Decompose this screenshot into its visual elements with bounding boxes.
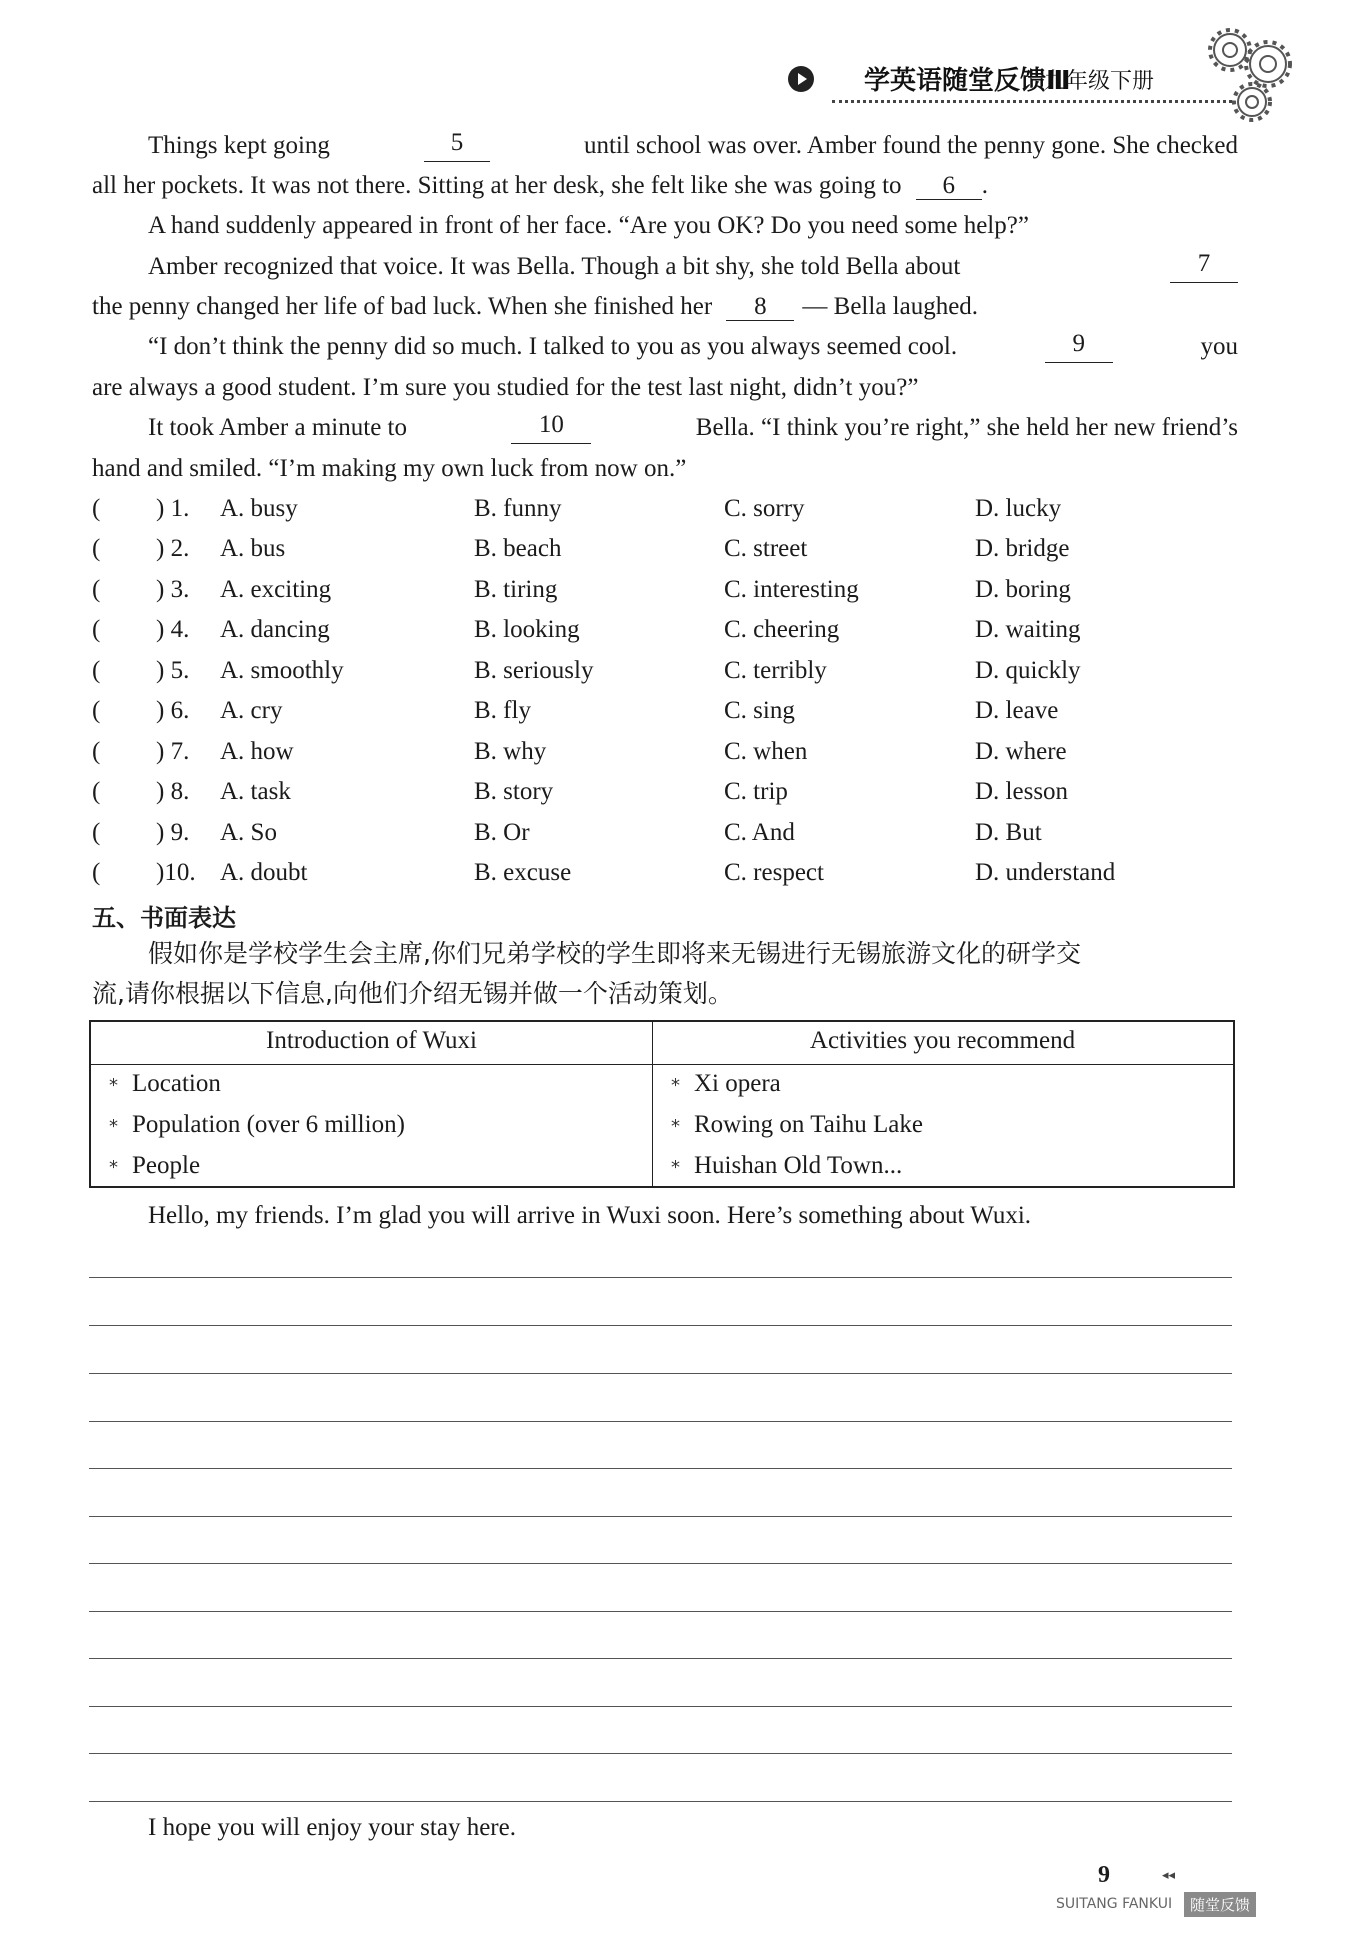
option-a: A. So — [220, 819, 277, 846]
option-a: A. how — [220, 738, 294, 765]
question-row: ( ) 5. A. smoothly B. seriously C. terribly D. quickly — [92, 655, 1242, 695]
question-row: ( ) 6. A. cry B. fly C. sing D. leave — [92, 695, 1242, 735]
passage-line: It took Amber a minute to 10 Bella. “I think you’re right,” she held her new friend’s — [148, 412, 1238, 444]
passage-line: Amber recognized that voice. It was Bella. Though a bit shy, she told Bella about 7 — [148, 251, 1238, 283]
writing-line[interactable] — [89, 1658, 1232, 1659]
option-b: B. looking — [474, 616, 580, 643]
play-icon — [788, 66, 814, 92]
question-row: ( ) 2. A. bus B. beach C. street D. bridge — [92, 533, 1242, 573]
option-d: D. where — [975, 738, 1067, 765]
answer-paren[interactable]: ( — [92, 657, 101, 684]
option-b: B. funny — [474, 495, 562, 522]
page-header — [780, 56, 1250, 106]
passage-line: “I don’t think the penny did so much. I talked to you as you always seemed cool. 9 you — [148, 331, 1238, 363]
book-title: 学英语随堂反馈Ⅲ — [864, 66, 1071, 96]
table-item: * Xi opera — [671, 1070, 781, 1097]
blank-9[interactable]: 9 — [1045, 331, 1113, 363]
passage-line: are always a good student. I’m sure you studied for the test last night, didn’t you?” — [92, 374, 919, 401]
question-row: ( ) 4. A. dancing B. looking C. cheering D. waiting — [92, 614, 1242, 654]
passage-line: Things kept going 5 until school was over. Amber found the penny gone. She checked — [148, 130, 1238, 162]
option-a: A. busy — [220, 495, 298, 522]
question-row: ( ) 7. A. how B. why C. when D. where — [92, 736, 1242, 776]
option-d: D. quickly — [975, 657, 1081, 684]
option-c: C. cheering — [724, 616, 840, 643]
writing-line[interactable] — [89, 1706, 1232, 1707]
question-row: ( ) 1. A. busy B. funny C. sorry D. lucky — [92, 493, 1242, 533]
table-item: * People — [109, 1152, 201, 1179]
writing-line[interactable] — [89, 1611, 1232, 1612]
page-number: 9 — [1098, 1862, 1110, 1888]
writing-line[interactable] — [89, 1325, 1232, 1326]
option-c: C. sing — [724, 697, 795, 724]
asterisk-icon: * — [109, 1116, 118, 1137]
answer-paren[interactable]: ( — [92, 535, 101, 562]
writing-line[interactable] — [89, 1277, 1232, 1278]
option-d: D. lucky — [975, 495, 1062, 522]
question-row: ( ) 8. A. task B. story C. trip D. lesson — [92, 776, 1242, 816]
answer-paren[interactable]: ( — [92, 616, 101, 643]
option-a: A. exciting — [220, 576, 332, 603]
answer-paren[interactable]: ( — [92, 697, 101, 724]
answer-paren[interactable]: ( — [92, 495, 101, 522]
writing-line[interactable] — [89, 1468, 1232, 1469]
table-header-left: Introduction of Wuxi — [266, 1027, 477, 1054]
writing-opening: Hello, my friends. I’m glad you will arrive in Wuxi soon. Here’s something about Wuxi. — [148, 1202, 1032, 1229]
option-c: C. trip — [724, 778, 788, 805]
question-row: ( ) 3. A. exciting B. tiring C. interesting D. boring — [92, 574, 1242, 614]
blank-5[interactable]: 5 — [424, 130, 490, 162]
option-d: D. boring — [975, 576, 1071, 603]
option-b: B. beach — [474, 535, 562, 562]
answer-paren[interactable]: ( — [92, 819, 101, 846]
option-c: C. terribly — [724, 657, 827, 684]
table-item: * Rowing on Taihu Lake — [671, 1111, 924, 1138]
option-a: A. task — [220, 778, 291, 805]
table-item: * Huishan Old Town... — [671, 1152, 903, 1179]
answer-paren[interactable]: ( — [92, 576, 101, 603]
option-d: D. leave — [975, 697, 1059, 724]
option-a: A. smoothly — [220, 657, 344, 684]
book-grade: 九年级下册 — [1044, 69, 1155, 94]
option-a: A. cry — [220, 697, 283, 724]
footer-badge: 随堂反馈 — [1184, 1892, 1256, 1917]
option-a: A. dancing — [220, 616, 330, 643]
option-d: D. understand — [975, 859, 1116, 886]
option-c: C. interesting — [724, 576, 859, 603]
table-item: * Population (over 6 million) — [109, 1111, 405, 1138]
writing-line[interactable] — [89, 1516, 1232, 1517]
passage-line: all her pockets. It was not there. Sitting at her desk, she felt like she was going to 6 . — [92, 172, 989, 199]
writing-closing: I hope you will enjoy your stay here. — [148, 1814, 516, 1841]
option-a: A. bus — [220, 535, 286, 562]
header-dotted-rule — [832, 100, 1232, 103]
asterisk-icon: * — [109, 1157, 118, 1178]
info-table — [89, 1020, 1235, 1188]
option-c: C. when — [724, 738, 808, 765]
passage-line: A hand suddenly appeared in front of her face. “Are you OK? Do you need some help?” — [148, 212, 1029, 239]
asterisk-icon: * — [671, 1075, 680, 1096]
option-d: D. lesson — [975, 778, 1069, 805]
option-d: D. bridge — [975, 535, 1070, 562]
passage-line: the penny changed her life of bad luck. When she finished her 8 — Bella laughed. — [92, 293, 979, 320]
option-d: D. But — [975, 819, 1042, 846]
option-c: C. street — [724, 535, 808, 562]
section-title: 五、书面表达 — [92, 904, 236, 932]
answer-paren[interactable]: ( — [92, 778, 101, 805]
option-a: A. doubt — [220, 859, 308, 886]
option-b: B. fly — [474, 697, 531, 724]
passage-line: hand and smiled. “I’m making my own luck from now on.” — [92, 455, 687, 482]
option-b: B. story — [474, 778, 554, 805]
footer-brand: SUITANG FANKUI — [1056, 1896, 1173, 1912]
answer-paren[interactable]: ( — [92, 738, 101, 765]
option-c: C. sorry — [724, 495, 805, 522]
asterisk-icon: * — [671, 1116, 680, 1137]
blank-6[interactable]: 6 — [916, 173, 982, 200]
writing-line[interactable] — [89, 1563, 1232, 1564]
option-d: D. waiting — [975, 616, 1081, 643]
blank-10[interactable]: 10 — [511, 412, 591, 444]
asterisk-icon: * — [671, 1157, 680, 1178]
double-arrow-left-icon: ◂◂ — [1162, 1868, 1176, 1883]
option-c: C. And — [724, 819, 795, 846]
writing-instruction: 流,请你根据以下信息,向他们介绍无锡并做一个活动策划。 — [92, 979, 733, 1008]
blank-8[interactable]: 8 — [726, 294, 794, 321]
writing-line[interactable] — [89, 1421, 1232, 1422]
writing-line[interactable] — [89, 1801, 1232, 1802]
gear-decoration-icon — [1200, 22, 1300, 132]
option-b: B. why — [474, 738, 547, 765]
option-b: B. tiring — [474, 576, 558, 603]
option-b: B. seriously — [474, 657, 594, 684]
writing-line[interactable] — [89, 1753, 1232, 1754]
blank-7[interactable]: 7 — [1170, 251, 1238, 283]
question-row: ( )10. A. doubt B. excuse C. respect D. understand — [92, 857, 1242, 897]
option-b: B. excuse — [474, 859, 572, 886]
table-item: * Location — [109, 1070, 221, 1097]
option-b: B. Or — [474, 819, 530, 846]
option-c: C. respect — [724, 859, 824, 886]
writing-line[interactable] — [89, 1373, 1232, 1374]
question-row: ( ) 9. A. So B. Or C. And D. But — [92, 817, 1242, 857]
writing-instruction: 假如你是学校学生会主席,你们兄弟学校的学生即将来无锡进行无锡旅游文化的研学交 — [148, 939, 1081, 968]
asterisk-icon: * — [109, 1075, 118, 1096]
table-header-right: Activities you recommend — [809, 1027, 1076, 1054]
answer-paren[interactable]: ( — [92, 859, 101, 886]
